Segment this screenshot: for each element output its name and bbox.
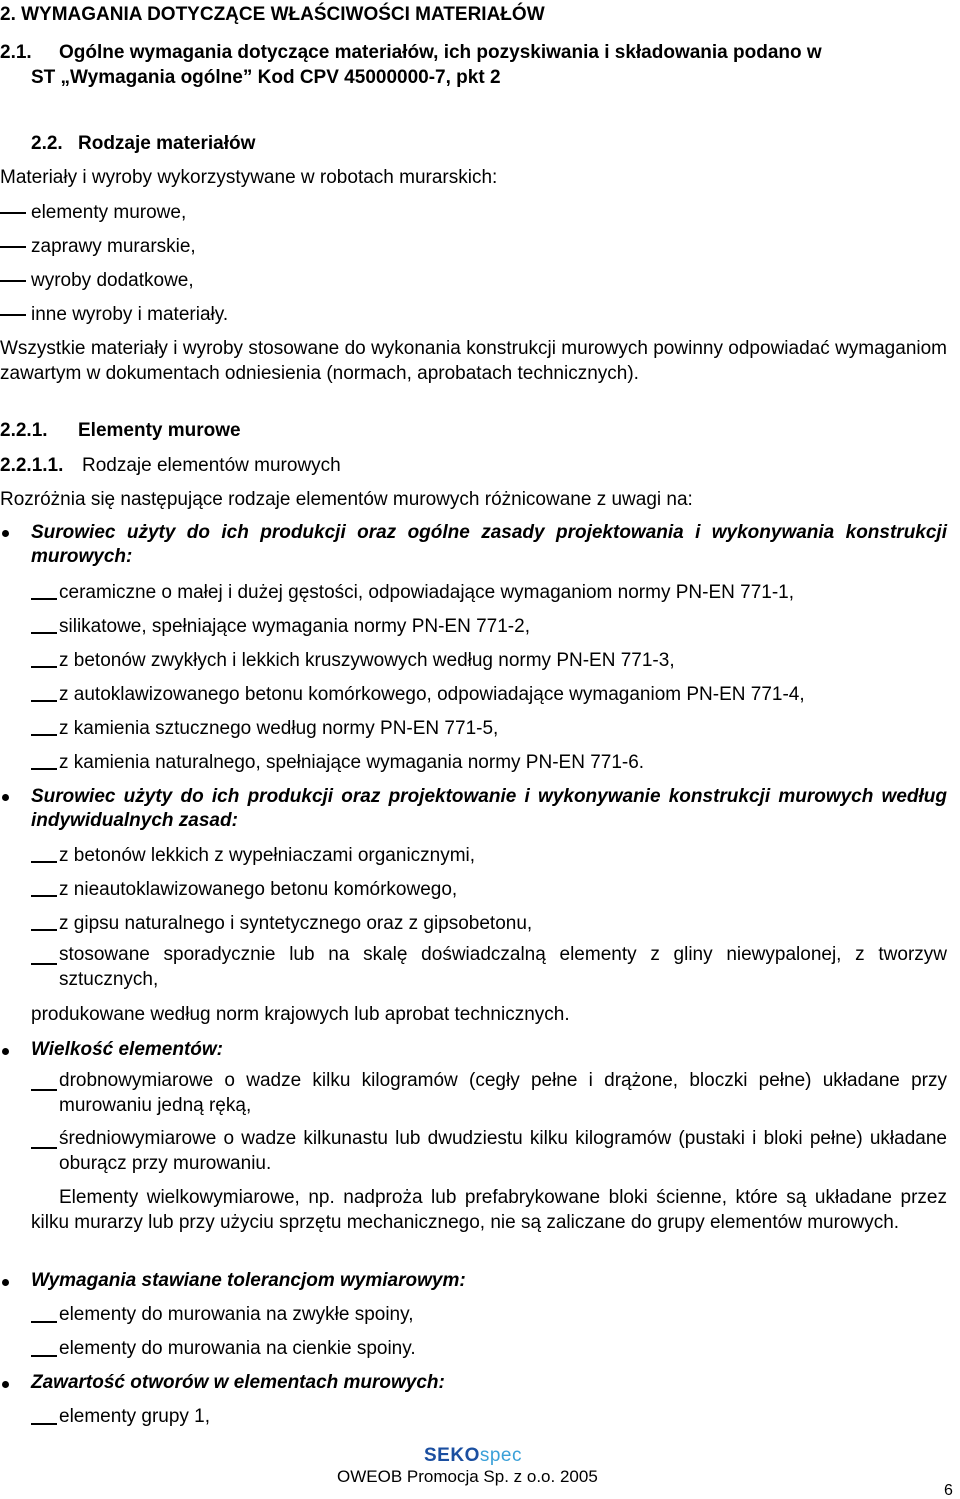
bullet-3-title: Wielkość elementów: — [31, 1039, 223, 1060]
list-item: z nieautoklawizowanego betonu komórkowego, — [59, 879, 458, 900]
list-item: inne wyroby i materiały. — [31, 304, 229, 325]
list-item: elementy do murowania na cienkie spoiny. — [59, 1338, 416, 1359]
list-dash — [31, 1147, 57, 1149]
list-dash — [0, 246, 26, 248]
list-dash — [31, 1355, 57, 1357]
list-item: drobnowymiarowe o wadze kilku kilogramów (cegły pełne i drążone, bloczki pełne) układane przy murowaniu jedną ręką, — [59, 1070, 947, 1116]
list-item: średniowymiarowe o wadze kilkunastu lub dwudziestu kilku kilogramów (pustaki i bloki pełne) układane oburącz przy murowaniu. — [59, 1128, 947, 1174]
list-item: z betonów zwykłych i lekkich kruszywowych według normy PN-EN 771-3, — [59, 650, 675, 671]
bullet-dot — [2, 1048, 9, 1055]
list-dash — [31, 963, 57, 965]
section-2-2-1-1-number: 2.2.1.1. — [0, 455, 64, 476]
bullet-2-title: Surowiec użyty do ich produkcji oraz projektowanie i wykonywanie konstrukcji murowych według indywidualnych zasad: — [31, 786, 947, 831]
section-2-2-1-title: Elementy murowe — [78, 420, 241, 441]
bullet-dot — [2, 530, 9, 537]
list-dash — [0, 314, 26, 316]
list-item: wyroby dodatkowe, — [31, 270, 194, 291]
list-item: z kamienia naturalnego, spełniające wymagania normy PN-EN 771-6. — [59, 752, 645, 773]
bullet-1-title: Surowiec użyty do ich produkcji oraz ogólne zasady projektowania i wykonywania konstrukcji murowych: — [31, 522, 947, 567]
section-2-1-number: 2.1. — [0, 42, 32, 63]
list-dash — [31, 768, 57, 770]
section-2-2-title: Rodzaje materiałów — [78, 133, 256, 154]
section-2-2-1-1-intro: Rozróżnia się następujące rodzaje elementów murowych różnicowane z uwagi na: — [0, 489, 693, 510]
list-dash — [31, 700, 57, 702]
list-dash — [31, 1423, 57, 1425]
list-item: z kamienia sztucznego według normy PN-EN 771-5, — [59, 718, 499, 739]
bullet-dot — [2, 794, 9, 801]
section-2-2-1-number: 2.2.1. — [0, 420, 48, 441]
list-dash — [31, 632, 57, 634]
list-item: silikatowe, spełniające wymagania normy PN-EN 771-2, — [59, 616, 530, 637]
list-item: elementy murowe, — [31, 202, 187, 223]
list-item: z gipsu naturalnego i syntetycznego oraz z gipsobetonu, — [59, 913, 533, 934]
list-dash — [31, 666, 57, 668]
bullet-4-title: Wymagania stawiane tolerancjom wymiarowym: — [31, 1270, 466, 1291]
list-item: elementy grupy 1, — [59, 1406, 211, 1427]
list-dash — [0, 212, 26, 214]
list-dash — [0, 280, 26, 282]
list-dash — [31, 598, 57, 600]
list-item: elementy do murowania na zwykłe spoiny, — [59, 1304, 414, 1325]
section-2-2-paragraph: Wszystkie materiały i wyroby stosowane do wykonania konstrukcji murowych powinny odpowiadać wymaganiom zawartym w dokumentach odniesienia (normach, aprobatach technicznych). — [0, 338, 947, 384]
footer-company: OWEOB Promocja Sp. z o.o. 2005 — [337, 1467, 598, 1486]
page-number: 6 — [944, 1482, 953, 1499]
list-dash — [31, 734, 57, 736]
list-item: stosowane sporadycznie lub na skalę doświadczalną elementy z gliny niewypalonej, z tworzyw sztucznych, — [59, 944, 947, 990]
list-item: z autoklawizowanego betonu komórkowego, odpowiadające wymaganiom PN-EN 771-4, — [59, 684, 805, 705]
section-heading: 2. WYMAGANIA DOTYCZĄCE WŁAŚCIWOŚCI MATERIAŁÓW — [0, 4, 545, 25]
bullet-3-note: Elementy wielkowymiarowe, np. nadproża lub prefabrykowane bloki ścienne, które są układane przez kilku murarzy lub przy użyciu sprzętu mechanicznego, nie są zaliczane do grupy elementów murowych. — [31, 1187, 947, 1233]
list-item: zaprawy murarskie, — [31, 236, 196, 257]
list-dash — [31, 1321, 57, 1323]
bullet-dot — [2, 1381, 9, 1388]
sekospec-logo — [424, 1445, 522, 1467]
bullet-2-note: produkowane według norm krajowych lub aprobat technicznych. — [31, 1004, 570, 1025]
bullet-dot — [2, 1279, 9, 1286]
logo-part1: SEKO — [424, 1445, 480, 1466]
list-item: ceramiczne o małej i dużej gęstości, odpowiadające wymaganiom normy PN-EN 771-1, — [59, 582, 794, 603]
list-dash — [31, 1089, 57, 1091]
section-2-2-intro: Materiały i wyroby wykorzystywane w robotach murarskich: — [0, 167, 498, 188]
section-2-1-line2: ST „Wymagania ogólne” Kod CPV 45000000-7, pkt 2 — [31, 67, 501, 88]
section-2-1-line1: Ogólne wymagania dotyczące materiałów, ich pozyskiwania i składowania podano w — [59, 42, 822, 63]
list-dash — [31, 929, 57, 931]
logo-part2: spec — [479, 1445, 522, 1466]
bullet-5-title: Zawartość otworów w elementach murowych: — [31, 1372, 445, 1393]
section-2-2-number: 2.2. — [31, 133, 63, 154]
list-item: z betonów lekkich z wypełniaczami organicznymi, — [59, 845, 476, 866]
list-dash — [31, 861, 57, 863]
list-dash — [31, 895, 57, 897]
section-2-2-1-1-title: Rodzaje elementów murowych — [82, 455, 341, 476]
